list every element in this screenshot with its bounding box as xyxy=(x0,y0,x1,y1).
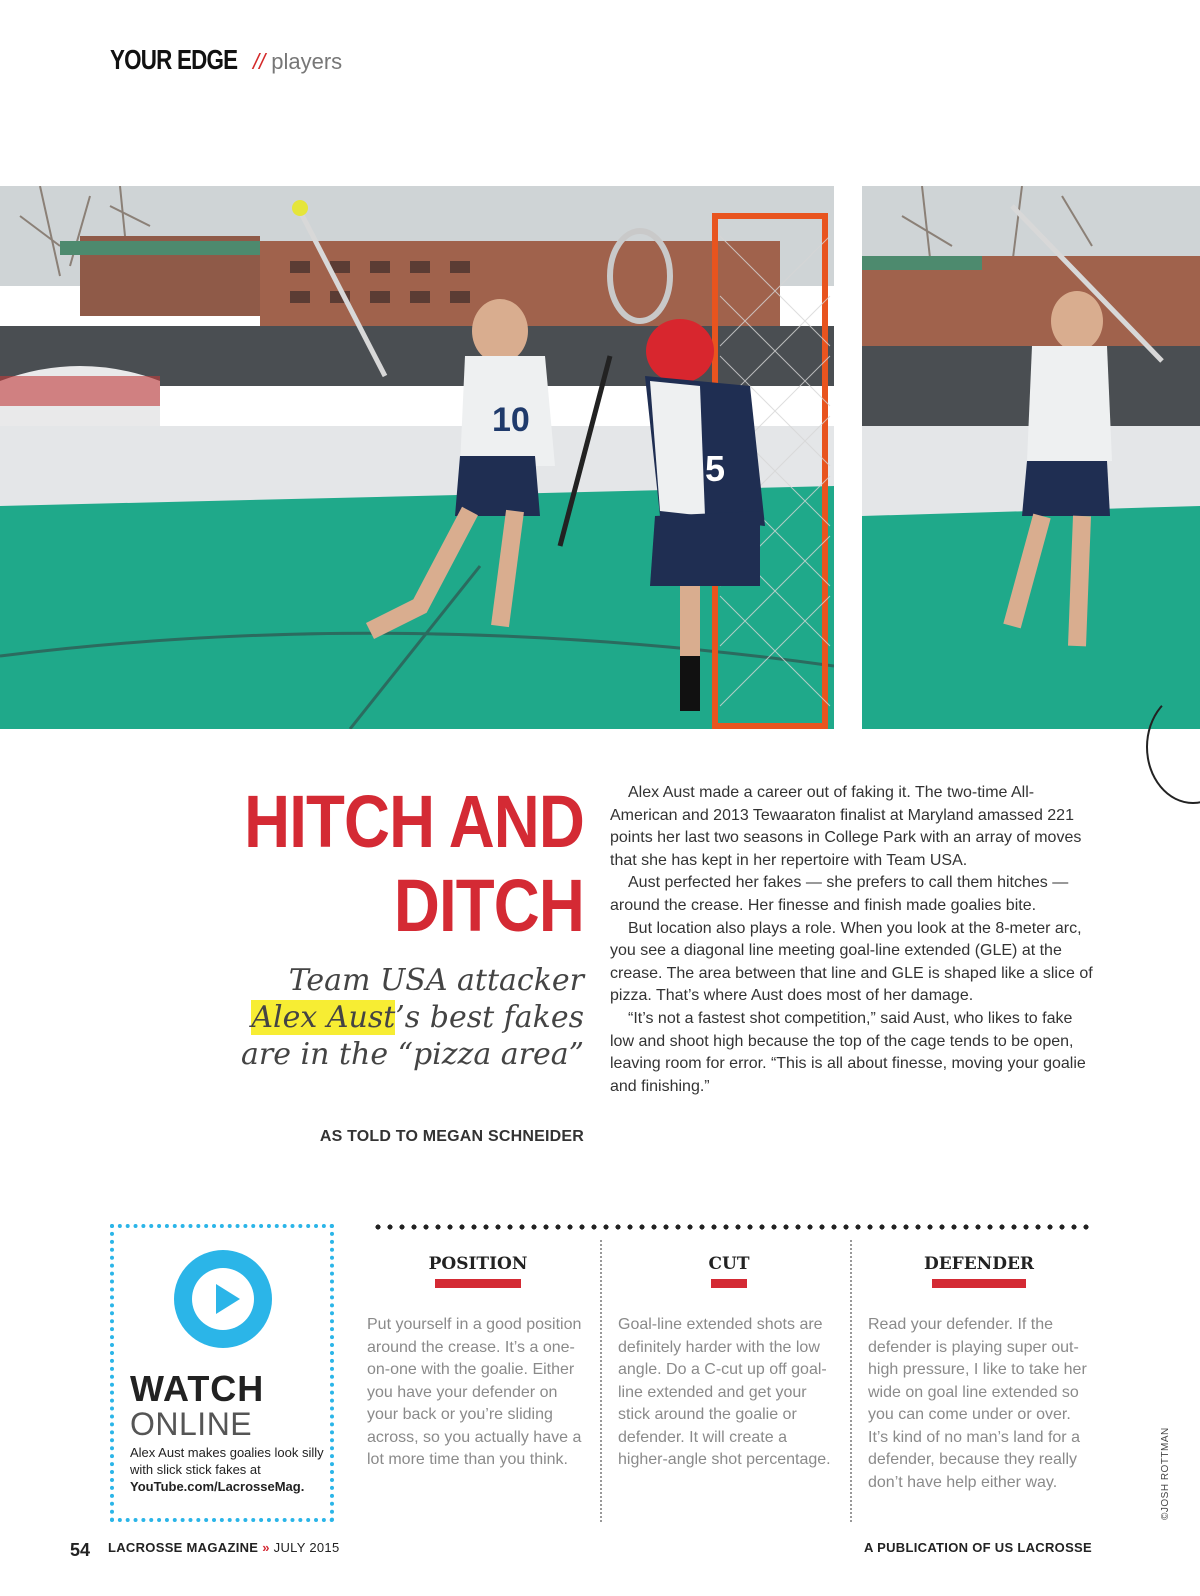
column-divider xyxy=(600,1240,602,1522)
dek xyxy=(220,962,584,1073)
play-icon[interactable] xyxy=(174,1250,272,1348)
watch-url-link[interactable]: YouTube.com/LacrosseMag. xyxy=(130,1479,305,1494)
watch-desc-text: Alex Aust makes goalies look silly with slick stick fakes at xyxy=(130,1445,324,1477)
magazine-name: LACROSSE MAGAZINE xyxy=(108,1540,259,1555)
dek-intro: Team USA attacker xyxy=(288,963,584,998)
dek-rest: ’s best fakes are in the “pizza area” xyxy=(240,1000,584,1072)
tip-title: CUT xyxy=(708,1254,750,1274)
main-action-photo xyxy=(0,186,834,729)
tip-title: DEFENDER xyxy=(923,1254,1035,1274)
headline-line-1: HITCH AND xyxy=(244,780,584,863)
column-divider xyxy=(850,1240,852,1522)
section-name: YOUR EDGE xyxy=(110,44,238,75)
tip-title-bar xyxy=(932,1279,1026,1288)
body-paragraph: Alex Aust made a career out of faking it. The two-time All-American and 2013 Tewaaraton finalist at Maryland amassed 221 points her last two seasons in College Park with an array of moves that she has kept in her repertoire with Team USA. xyxy=(610,784,1082,869)
body-paragraph: “It’s not a fastest shot competition,” said Aust, who likes to fake low and shoot high because the top of the cage tends to be open, leaving room for error. “This is all about finesse, moving your goalie and finishing.” xyxy=(610,1009,1086,1095)
publisher-footer: A PUBLICATION OF US LACROSSE xyxy=(864,1540,1092,1555)
section-header xyxy=(110,44,342,76)
byline: AS TOLD TO MEGAN SCHNEIDER xyxy=(319,1128,584,1145)
dek-highlighted-name: Alex Aust xyxy=(251,1000,396,1035)
tip-text: Put yourself in a good position around the crease. It’s a one-on-one with the goalie. Either you have your defender on your back or you’re sliding across, so you actually have a lot more time than you think. xyxy=(367,1316,582,1468)
watch-title: WATCH xyxy=(130,1368,265,1409)
tip-title: POSITION xyxy=(428,1254,528,1274)
watch-subtitle: ONLINE xyxy=(130,1406,253,1442)
body-paragraph: But location also plays a role. When you look at the 8-meter arc, you see a diagonal line meeting goal-line extended (GLE) at the crease. The area between that line and GLE is shaped like a slice of pizza. That’s where Aust does most of her damage. xyxy=(610,919,1093,1005)
issue-date: JULY 2015 xyxy=(273,1540,340,1555)
tip-text: Goal-line extended shots are definitely harder with the low angle. Do a C-cut up off goal-line extended and get your stick around the goalie or defender. It will create a higher-angle shot percentage. xyxy=(618,1316,831,1468)
chevron-icon: » xyxy=(262,1540,270,1555)
body-paragraph: Aust perfected her fakes — she prefers to call them hitches — around the crease. Her finesse and finish made goalies bite. xyxy=(610,874,1069,914)
magazine-footer xyxy=(108,1540,339,1555)
watch-description xyxy=(130,1444,326,1495)
headline-line-2: DITCH xyxy=(393,864,584,947)
tip-text: Read your defender. If the defender is playing super out-high pressure, I like to take her wide on goal line extended so you can come under or over. It’s kind of no man’s land for a defender, because they really don’t have help either way. xyxy=(868,1316,1087,1491)
goalie-jersey-number: 5 xyxy=(705,448,726,489)
tip-defender xyxy=(868,1254,1090,1494)
article-body xyxy=(610,782,1096,1098)
tip-title-bar xyxy=(711,1279,747,1288)
section-subtitle: players xyxy=(271,49,343,74)
tip-position xyxy=(367,1254,589,1472)
section-separator: // xyxy=(253,49,266,74)
photo-credit: ©JOSH ROTTMAN xyxy=(1160,1427,1171,1520)
attacker-jersey-number: 10 xyxy=(492,401,530,439)
page-number: 54 xyxy=(70,1540,91,1560)
headline xyxy=(160,780,584,948)
tip-cut xyxy=(618,1254,840,1472)
dotted-rule xyxy=(372,1224,1094,1230)
secondary-action-photo xyxy=(862,186,1200,729)
watch-online-box[interactable] xyxy=(110,1224,334,1522)
tip-title-bar xyxy=(435,1279,521,1288)
